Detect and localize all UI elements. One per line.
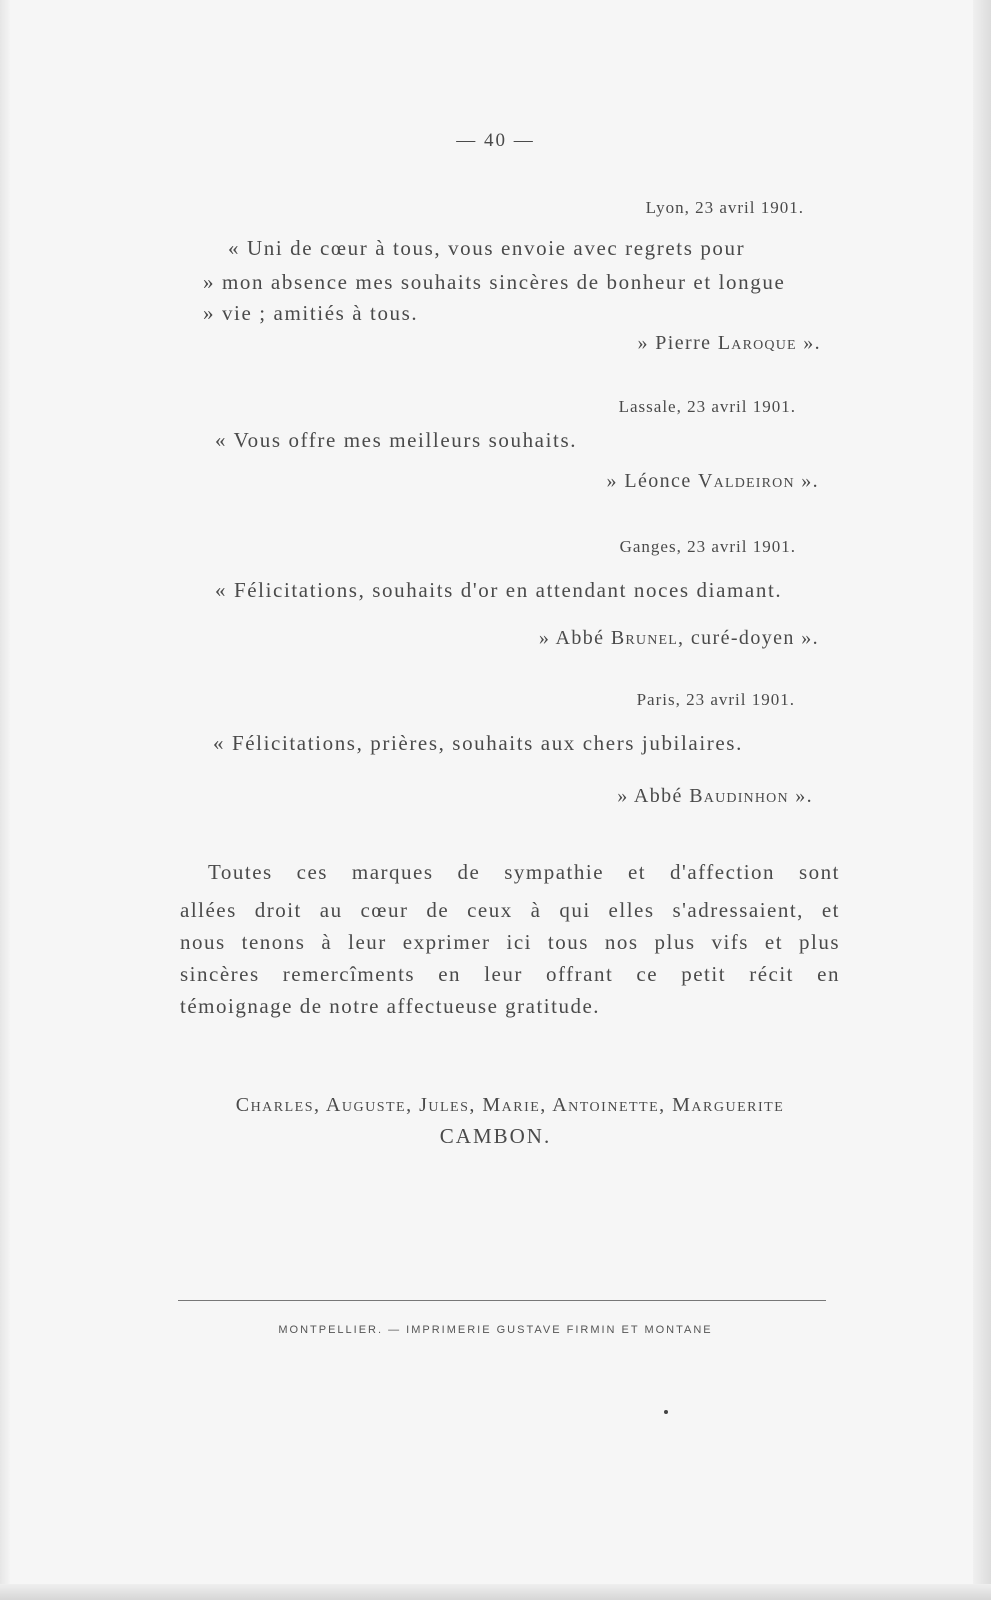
entry-signature: » Léonce Valdeiron ».: [606, 470, 819, 492]
entry-signature: » Pierre Laroque ».: [637, 332, 821, 354]
entry-message-line: « Félicitations, souhaits d'or en attendant noces diamant.: [215, 578, 783, 602]
page-edge-left: [0, 0, 10, 1600]
closing-paragraph-line: nous tenons à leur exprimer ici tous nos plus vifs et plus: [180, 930, 840, 954]
closing-paragraph-line: sincères remercîments en leur offrant ce petit récit en: [180, 962, 840, 986]
closing-paragraph-line: témoignage de notre affectueuse gratitude.: [180, 994, 601, 1018]
entry-date: Lyon, 23 avril 1901.: [645, 198, 804, 217]
family-surname: CAMBON.: [439, 1124, 552, 1148]
footer-rule: [178, 1300, 826, 1301]
closing-paragraph-line: Toutes ces marques de sympathie et d'affection sont: [208, 860, 840, 884]
family-first-names: Charles, Auguste, Jules, Marie, Antoinette, Marguerite: [235, 1094, 785, 1116]
entry-date: Lassale, 23 avril 1901.: [618, 397, 796, 416]
entry-date: Ganges, 23 avril 1901.: [619, 537, 796, 556]
entry-date: Paris, 23 avril 1901.: [636, 690, 795, 709]
page-edge-right: [973, 0, 991, 1600]
entry-message-line: « Uni de cœur à tous, vous envoie avec regrets pour: [228, 236, 746, 260]
page-edge-bottom: [0, 1584, 991, 1600]
printer-imprint: MONTPELLIER. — IMPRIMERIE GUSTAVE FIRMIN ET MONTANE: [278, 1324, 713, 1336]
entry-message-line: » vie ; amitiés à tous.: [203, 301, 419, 325]
page-number: — 40 —: [456, 130, 535, 151]
closing-paragraph-line: allées droit au cœur de ceux à qui elles s'adressaient, et: [180, 898, 840, 922]
entry-signature: » Abbé Brunel, curé-doyen ».: [538, 627, 819, 649]
entry-signature: » Abbé Baudinhon ».: [617, 785, 813, 807]
entry-message-line: « Vous offre mes meilleurs souhaits.: [215, 428, 578, 452]
entry-message-line: » mon absence mes souhaits sincères de bonheur et longue: [203, 270, 786, 294]
entry-message-line: « Félicitations, prières, souhaits aux chers jubilaires.: [213, 731, 743, 755]
ink-speck: [664, 1410, 668, 1414]
